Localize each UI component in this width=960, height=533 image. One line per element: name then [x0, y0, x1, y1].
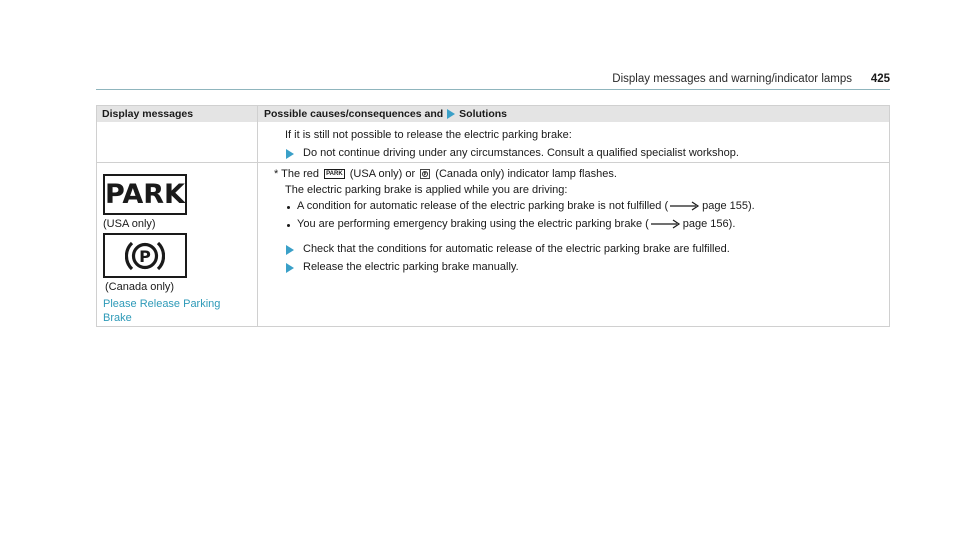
usa-only-label: (USA only)	[103, 218, 156, 230]
row-divider	[97, 162, 889, 163]
action-check-conditions: Check that the conditions for automatic release of the electric parking brake are fulfilled.	[303, 243, 730, 255]
emergency-braking-page-ref[interactable]: page 156).	[682, 218, 736, 230]
lamp-flash-text-a: * The red	[274, 168, 320, 180]
page-header	[96, 73, 890, 90]
page-reference-arrow-icon	[670, 201, 700, 211]
lamp-flash-text-b: (USA only) or	[349, 168, 416, 180]
message-line1: Please Release Parking	[103, 298, 221, 310]
action-release-manually: Release the electric parking brake manually.	[303, 261, 519, 273]
svg-text:P: P	[423, 171, 427, 177]
lamp-flash-text	[274, 168, 617, 180]
bullet-dot	[287, 206, 290, 209]
svg-text:P: P	[139, 246, 151, 266]
parking-brake-symbol-icon	[125, 237, 165, 275]
page-reference-arrow-icon	[651, 219, 681, 229]
action-arrow-icon	[286, 245, 294, 255]
bullet-dot	[287, 224, 290, 227]
parking-brake-mini-icon	[420, 169, 430, 179]
condition-item-text: A condition for automatic release of the electric parking brake is not fulfilled (	[297, 200, 669, 212]
action-arrow-icon	[286, 263, 294, 273]
applied-while-driving-text: The electric parking brake is applied while you are driving:	[285, 184, 568, 196]
header-title: Display messages and warning/indicator lamps	[612, 73, 852, 85]
condition-item	[297, 200, 755, 212]
emergency-braking-text: You are performing emergency braking using the electric parking brake (	[297, 218, 649, 230]
action-arrow-icon	[286, 149, 294, 159]
message-line2: Brake	[103, 312, 132, 324]
condition-item-page-ref[interactable]: page 155).	[702, 200, 755, 212]
lamp-flash-text-c: (Canada only) indicator lamp flashes.	[435, 168, 617, 180]
park-lamp-icon	[103, 174, 187, 215]
table-header	[97, 106, 889, 122]
page-number: 425	[870, 73, 890, 85]
column-divider	[257, 106, 258, 326]
col-header-solutions	[264, 108, 507, 120]
parking-brake-lamp-icon	[103, 233, 187, 278]
col-header-solutions-label: Solutions	[459, 108, 508, 120]
row1-bullet: Do not continue driving under any circumstances. Consult a qualified specialist workshop.	[303, 147, 739, 159]
action-arrow-icon	[447, 109, 455, 119]
canada-only-label: (Canada only)	[105, 281, 175, 293]
col-header-prefix: Possible causes/consequences and	[264, 108, 444, 120]
park-mini-icon: PARK	[326, 171, 343, 178]
row1-text: If it is still not possible to release the electric parking brake:	[285, 129, 572, 141]
col-header-display-messages: Display messages	[102, 108, 194, 120]
park-lamp-text: PARK	[105, 179, 185, 210]
emergency-braking-item	[297, 218, 735, 230]
display-messages-table	[96, 105, 890, 327]
